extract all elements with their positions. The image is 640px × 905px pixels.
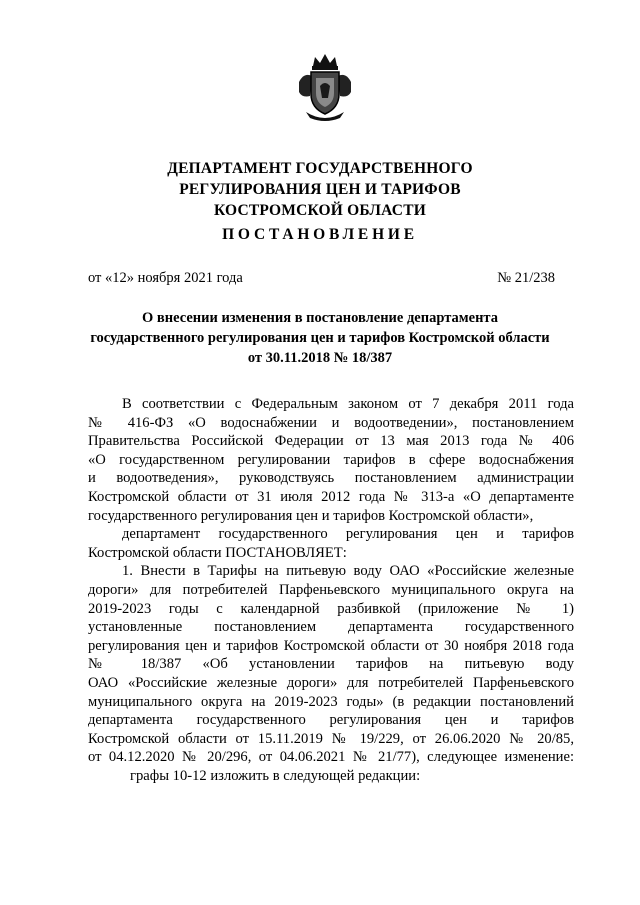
body-line: Костромской области от 15.11.2019 № 19/229, от 26.06.2020 № 20/85, bbox=[88, 730, 574, 747]
body-line: и водоотведения», руководствуясь постановлением администрации bbox=[88, 470, 574, 487]
body-line: департамент государственного регулирования цен и тарифов bbox=[122, 526, 574, 543]
body-line: № 416-ФЗ «О водоснабжении и водоотведении», постановлением bbox=[88, 414, 574, 431]
body-line: от 04.12.2020 № 20/296, от 04.06.2021 № 21/77), следующее изменение: bbox=[88, 749, 574, 766]
body-line: 1. Внести в Тарифы на питьевую воду ОАО «Российские железные bbox=[122, 563, 574, 580]
body-line: ОАО «Российские железные дороги» для потребителей Парфеньевского bbox=[88, 674, 574, 691]
document-date: от «12» ноября 2021 года bbox=[88, 270, 243, 286]
department-name-line-3: КОСТРОМСКОЙ ОБЛАСТИ bbox=[213, 202, 426, 219]
body-line: департамента государственного регулирования цен и тарифов bbox=[88, 712, 574, 729]
body-line: В соответствии с Федеральным законом от 7 декабря 2011 года bbox=[122, 396, 574, 412]
subject-title-line-1: О внесении изменения в постановление департамента bbox=[142, 310, 498, 326]
body-line: графы 10-12 изложить в следующей редакции: bbox=[130, 767, 421, 784]
body-line: № 18/387 «Об установлении тарифов на питьевую воду bbox=[88, 656, 574, 673]
body-text bbox=[88, 395, 574, 785]
body-line: дороги» для потребителей Парфеньевского муниципального округа на bbox=[88, 581, 574, 598]
body-line: государственного регулирования цен и тарифов Костромской области», bbox=[88, 507, 534, 524]
body-line: «О государственном регулировании тарифов в сфере водоснабжения bbox=[88, 451, 574, 468]
department-name-line-2: РЕГУЛИРОВАНИЯ ЦЕН И ТАРИФОВ bbox=[179, 181, 461, 198]
coat-of-arms-emblem bbox=[296, 52, 354, 124]
body-line: Правительства Российской Федерации от 13 мая 2013 года № 406 bbox=[88, 433, 574, 450]
body-line: муниципального округа на 2019-2023 годы» (в редакции постановлений bbox=[88, 693, 574, 710]
body-line: установленные постановлением департамента государственного bbox=[88, 619, 574, 636]
document-type-heading: ПОСТАНОВЛЕНИЕ bbox=[222, 226, 418, 243]
body-line: Костромской области от 31 июля 2012 года № 313-а «О департаменте bbox=[88, 488, 574, 505]
body-line: регулирования цен и тарифов Костромской области от 30 ноября 2018 года bbox=[88, 637, 574, 654]
subject-title-line-2: государственного регулирования цен и тарифов Костромской области bbox=[90, 330, 550, 346]
subject-title-line-3: от 30.11.2018 № 18/387 bbox=[247, 350, 393, 366]
body-line: Костромской области ПОСТАНОВЛЯЕТ: bbox=[88, 544, 347, 561]
body-line: 2019-2023 годы с календарной разбивкой (приложение № 1) bbox=[88, 600, 574, 617]
document-number: № 21/238 bbox=[497, 270, 555, 286]
department-name-line-1: ДЕПАРТАМЕНТ ГОСУДАРСТВЕННОГО bbox=[167, 160, 473, 177]
